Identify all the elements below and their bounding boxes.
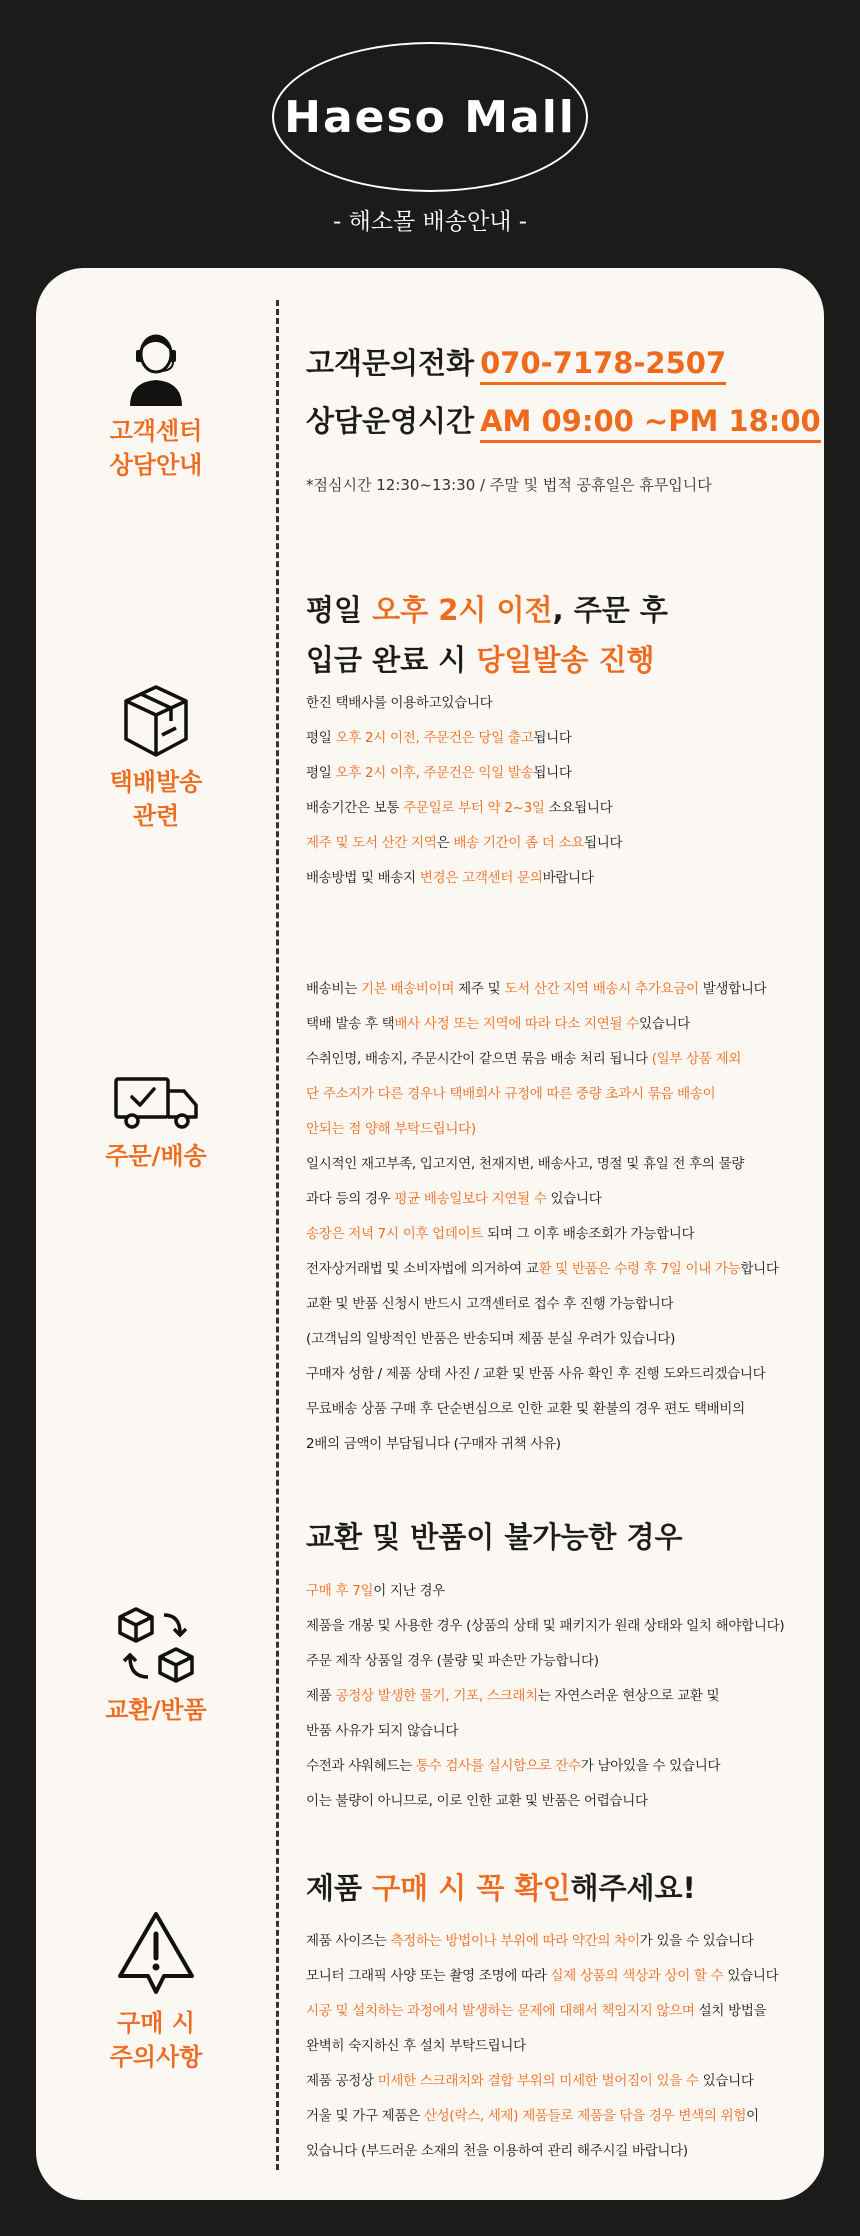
page-subtitle: - 해소몰 배송안내 - — [332, 209, 528, 235]
headline-text: , 주문 후 — [552, 593, 668, 627]
info-line — [306, 1679, 806, 1714]
phone-row — [306, 334, 806, 392]
highlight-text: 실제 상품의 색상과 상이 할 수 — [550, 1968, 724, 1984]
info-line — [306, 756, 806, 791]
plain-text: 전자상거래법 및 소비자법에 의거하여 교 — [306, 1261, 539, 1277]
highlight-text: 미세한 스크래치와 결합 부위의 미세한 벌어짐이 있을 수 — [377, 2073, 699, 2089]
plain-text: 반품 사유가 되지 않습니다 — [306, 1723, 459, 1739]
hours-label: 상담운영시간 — [306, 404, 475, 438]
plain-text: 제품 — [306, 1688, 336, 1704]
info-line — [306, 1574, 806, 1609]
plain-text: 교환 및 반품 신청시 반드시 고객센터로 접수 후 진행 가능합니다 — [306, 1296, 674, 1312]
caution-headline — [306, 1863, 806, 1913]
highlight-text: 측정하는 방법이나 부위에 따라 약간의 차이 — [390, 1933, 640, 1949]
dashed-divider — [276, 300, 279, 2170]
plain-text: 바랍니다 — [542, 870, 594, 886]
info-line — [306, 791, 806, 826]
info-line — [306, 1924, 806, 1959]
plain-text: 있습니다 (부드러운 소재의 천을 이용하여 관리 해주시길 바랍니다) — [306, 2143, 688, 2159]
info-line — [306, 1427, 806, 1462]
courier-sidebar — [76, 683, 236, 833]
plain-text: 있습니다 — [638, 1016, 690, 1032]
highlight-text: (일부 상품 제외 — [651, 1051, 742, 1067]
highlight-text: 배송 기간이 좀 더 소요 — [453, 835, 585, 851]
info-line — [306, 1287, 806, 1322]
plain-text: 무료배송 상품 구매 후 단순변심으로 인한 교환 및 환불의 경우 편도 택배비의 — [306, 1401, 745, 1417]
plain-text: 설치 방법을 — [694, 2003, 767, 2019]
courier-label: 택배발송 관련 — [109, 768, 203, 830]
exchange-headline: 교환 및 반품이 불가능한 경우 — [306, 1520, 683, 1554]
caution-label: 구매 시 주의사항 — [109, 2009, 203, 2071]
exchange-headline-wrap — [306, 1512, 806, 1562]
info-line — [306, 1784, 806, 1819]
info-line — [306, 1217, 806, 1252]
info-line — [306, 1392, 806, 1427]
plain-text: 택배 발송 후 택 — [306, 1016, 395, 1032]
highlight-text: 주문일로 부터 약 2~3일 — [403, 800, 545, 816]
info-line — [306, 1007, 806, 1042]
plain-text: 제품 사이즈는 — [306, 1933, 391, 1949]
hours-row — [306, 392, 821, 450]
caution-sidebar — [76, 1908, 236, 2074]
highlight-text: 구매 후 7일 — [306, 1583, 374, 1599]
info-card — [36, 268, 824, 2200]
headline-text: 해주세요! — [570, 1871, 696, 1905]
exchange-lines — [306, 1574, 806, 1819]
info-line — [306, 826, 806, 861]
plain-text: 있습니다 — [723, 1968, 779, 1984]
courier-lines — [306, 686, 806, 896]
exchange-sidebar — [76, 1603, 236, 1727]
page-header — [0, 0, 860, 268]
info-line — [306, 1609, 806, 1644]
plain-text: 있습니다 — [698, 2073, 754, 2089]
order-lines — [306, 972, 806, 1462]
info-line — [306, 861, 806, 896]
plain-text: 2배의 금액이 부담됩니다 (구매자 귀책 사유) — [306, 1436, 561, 1452]
highlight-text: 배사 사정 또는 지역에 따라 다소 지연될 수 — [394, 1016, 639, 1032]
warning-triangle-icon — [114, 1908, 198, 2000]
plain-text: 배송기간은 보통 — [306, 800, 404, 816]
highlight-text: 송장은 저녁 7시 이후 업데이트 — [306, 1226, 484, 1242]
plain-text: 이 지난 경우 — [373, 1583, 445, 1599]
info-line — [306, 1042, 806, 1077]
contact-label: 고객센터 상담안내 — [109, 417, 203, 479]
plain-text: 발생합니다 — [698, 981, 767, 997]
highlight-text: 기본 배송비이며 — [360, 981, 455, 997]
highlight-text: 공정상 발생한 물기, 기포, 스크래치 — [335, 1688, 538, 1704]
plain-text: 수전과 샤워헤드는 — [306, 1758, 416, 1774]
info-line — [306, 1182, 806, 1217]
contact-sidebar — [76, 328, 236, 482]
headline-highlight: 당일발송 진행 — [476, 643, 655, 677]
plain-text: 과다 등의 경우 — [306, 1191, 395, 1207]
info-line — [306, 1714, 806, 1749]
info-line — [306, 1749, 806, 1784]
info-line — [306, 972, 806, 1007]
highlight-text: 통수 검사를 실시함으로 잔수 — [415, 1758, 581, 1774]
plain-text: 됩니다 — [533, 730, 572, 746]
info-line — [306, 1644, 806, 1679]
plain-text: (고객님의 일방적인 반품은 반송되며 제품 분실 우려가 있습니다) — [306, 1331, 676, 1347]
order-sidebar — [76, 1073, 236, 1173]
plain-text: 합니다 — [740, 1261, 779, 1277]
plain-text: 는 자연스러운 현상으로 교환 및 — [537, 1688, 720, 1704]
plain-text: 주문 제작 상품일 경우 (불량 및 파손만 가능합니다) — [306, 1653, 599, 1669]
exchange-boxes-icon — [114, 1603, 198, 1687]
plain-text: 수취인명, 배송지, 주문시간이 같으면 묶음 배송 처리 됩니다 — [306, 1051, 652, 1067]
plain-text: 배송방법 및 배송지 — [306, 870, 420, 886]
plain-text: 완벽히 숙지하신 후 설치 부탁드립니다 — [306, 2038, 526, 2054]
courier-headline-2 — [306, 635, 806, 685]
info-line — [306, 2029, 806, 2064]
highlight-text: 산성(락스, 세제) 제품들로 제품을 닦을 경우 변색의 위험 — [423, 2108, 747, 2124]
plain-text: 제품 공정상 — [306, 2073, 378, 2089]
info-line — [306, 721, 806, 756]
highlight-text: 변경은 고객센터 문의 — [419, 870, 543, 886]
caution-lines — [306, 1924, 806, 2169]
plain-text: 있습니다 — [546, 1191, 602, 1207]
info-line — [306, 1252, 806, 1287]
info-line — [306, 1112, 806, 1147]
plain-text: 제주 및 — [454, 981, 505, 997]
plain-text: 일시적인 재고부족, 입고지연, 천재지변, 배송사고, 명절 및 휴일 전 후의 물량 — [306, 1156, 745, 1172]
plain-text: 모니터 그래픽 사양 또는 촬영 조명에 따라 — [306, 1968, 551, 1984]
highlight-text: 오후 2시 이후, 주문건은 익일 발송 — [335, 765, 534, 781]
plain-text: 소요됩니다 — [544, 800, 613, 816]
info-line — [306, 2134, 806, 2169]
hours-value: AM 09:00 ~PM 18:00 — [480, 404, 821, 443]
plain-text: 이 — [746, 2108, 759, 2124]
headset-agent-icon — [124, 328, 188, 408]
exchange-label: 교환/반품 — [105, 1696, 207, 1724]
info-line — [306, 1322, 806, 1357]
package-box-icon — [120, 683, 192, 759]
info-line — [306, 686, 806, 721]
info-line — [306, 1994, 806, 2029]
plain-text: 한진 택배사를 이용하고있습니다 — [306, 695, 493, 711]
courier-headline-1 — [306, 585, 806, 635]
plain-text: 가 남아있을 수 있습니다 — [580, 1758, 721, 1774]
highlight-text: 시공 및 설치하는 과정에서 발생하는 문제에 대해서 책임지지 않으며 — [306, 2003, 695, 2019]
delivery-truck-icon — [112, 1073, 200, 1133]
highlight-text: 제주 및 도서 산간 지역 — [306, 835, 437, 851]
highlight-text: 오후 2시 이전, 주문건은 당일 출고 — [335, 730, 534, 746]
phone-label: 고객문의전화 — [306, 346, 475, 380]
caution-headline-wrap — [306, 1863, 806, 1913]
plain-text: 이는 불량이 아니므로, 이로 인한 교환 및 반품은 어렵습니다 — [306, 1793, 648, 1809]
info-line — [306, 1077, 806, 1112]
headline-text: 제품 — [306, 1871, 373, 1905]
plain-text: 배송비는 — [306, 981, 361, 997]
highlight-text: 도서 산간 지역 배송시 추가요금이 — [504, 981, 699, 997]
order-label: 주문/배송 — [105, 1142, 207, 1170]
info-line — [306, 2099, 806, 2134]
plain-text: 제품을 개봉 및 사용한 경우 (상품의 상태 및 패키지가 원래 상태와 일치 해야합니다) — [306, 1618, 785, 1634]
headline-text: 평일 — [306, 593, 373, 627]
plain-text: 되며 그 이후 배송조회가 가능합니다 — [483, 1226, 695, 1242]
highlight-text: 안되는 점 양해 부탁드립니다) — [306, 1121, 476, 1137]
plain-text: 가 있을 수 있습니다 — [639, 1933, 754, 1949]
phone-number[interactable]: 070-7178-2507 — [480, 346, 726, 385]
plain-text: 평일 — [306, 765, 336, 781]
info-line — [306, 1147, 806, 1182]
highlight-text: 단 주소지가 다른 경우나 택배회사 규정에 따른 중량 초과시 묶음 배송이 — [306, 1086, 716, 1102]
info-line — [306, 2064, 806, 2099]
info-line — [306, 1357, 806, 1392]
headline-highlight: 오후 2시 이전 — [372, 593, 553, 627]
contact-content — [306, 334, 821, 495]
plain-text: 거울 및 가구 제품은 — [306, 2108, 424, 2124]
courier-headline — [306, 585, 806, 685]
plain-text: 평일 — [306, 730, 336, 746]
info-line — [306, 1959, 806, 1994]
highlight-text: 환 및 반품은 수령 후 7일 이내 가능 — [538, 1261, 741, 1277]
brand-logo — [272, 42, 588, 192]
plain-text: 은 — [436, 835, 454, 851]
highlight-text: 평균 배송일보다 지연될 수 — [394, 1191, 547, 1207]
plain-text: 구매자 성함 / 제품 상태 사진 / 교환 및 반품 사유 확인 후 진행 도와드리겠습니다 — [306, 1366, 766, 1382]
plain-text: 됩니다 — [533, 765, 572, 781]
lunch-note: *점심시간 12:30~13:30 / 주말 및 법적 공휴일은 휴무입니다 — [306, 476, 712, 494]
headline-highlight: 구매 시 꼭 확인 — [372, 1871, 571, 1905]
brand-logo-text: Haeso Mall — [284, 91, 576, 143]
plain-text: 됩니다 — [584, 835, 623, 851]
headline-text: 입금 완료 시 — [306, 643, 477, 677]
